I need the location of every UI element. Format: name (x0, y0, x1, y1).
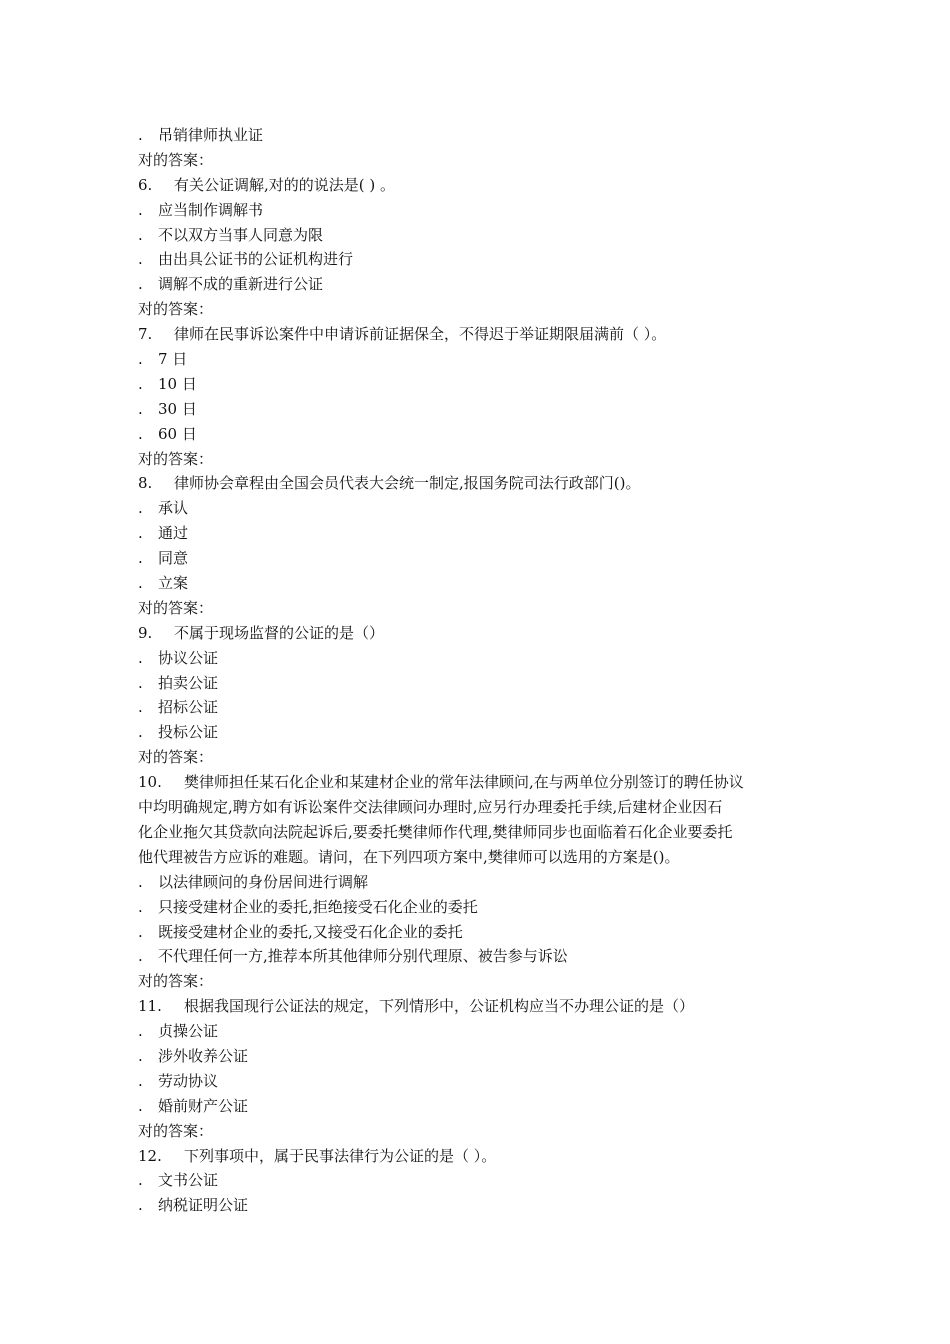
option-bullet: . (138, 499, 143, 518)
option-text: 协议公证 (158, 648, 219, 667)
answer-option (138, 671, 818, 696)
question-stem (138, 994, 818, 1019)
option-text: 招标公证 (158, 698, 219, 717)
question-text: 根据我国现行公证法的规定，下列情形中，公证机构应当不办理公证的是（） (184, 997, 695, 1016)
option-text: 由出具公证书的公证机构进行 (158, 250, 354, 269)
option-text: 调解不成的重新进行公证 (158, 275, 324, 294)
option-bullet: . (138, 399, 143, 418)
option-bullet: . (138, 897, 143, 916)
question-text: 樊律师担任某石化企业和某建材企业的常年法律顾问,在与两单位分别签订的聘任协议 (184, 773, 744, 792)
answer-option (138, 646, 818, 671)
option-bullet: . (138, 1096, 143, 1115)
question-text-continued: 化企业拖欠其贷款向法院起诉后,要委托樊律师作代理,樊律师同步也面临着石化企业要委托 (138, 822, 733, 841)
option-bullet: . (138, 947, 143, 966)
option-bullet: . (138, 524, 143, 543)
question-number: 8. (138, 474, 153, 493)
question-number: 12. (138, 1146, 162, 1165)
option-text: 应当制作调解书 (158, 200, 264, 219)
option-bullet: . (138, 549, 143, 568)
option-bullet: . (138, 250, 143, 269)
question-number: 11. (138, 997, 162, 1016)
option-text: 既接受建材企业的委托,又接受石化企业的委托 (158, 922, 463, 941)
option-text: 纳税证明公证 (158, 1196, 249, 1215)
option-text: 承认 (158, 499, 189, 518)
option-text: 不代理任何一方,推荐本所其他律师分别代理原、被告参与诉讼 (158, 947, 568, 966)
option-bullet: . (138, 126, 143, 144)
option-bullet: . (138, 374, 143, 393)
option-bullet: . (138, 922, 143, 941)
option-bullet: . (138, 1196, 143, 1215)
question-stem (138, 770, 818, 795)
answer-option (138, 720, 818, 745)
correct-answer-label: 对的答案： (138, 150, 214, 169)
option-bullet: . (138, 275, 143, 294)
answer-option (138, 422, 818, 447)
option-bullet: . (138, 872, 143, 891)
option-text: 7 日 (158, 350, 188, 369)
answer-option (138, 496, 818, 521)
option-bullet: . (138, 1171, 143, 1190)
option-text: 以法律顾问的身份居间进行调解 (158, 872, 369, 891)
question-stem (138, 173, 818, 198)
answer-option (138, 272, 818, 297)
option-bullet: . (138, 698, 143, 717)
answer-option (138, 1019, 818, 1044)
correct-answer-label: 对的答案： (138, 748, 214, 767)
question-number: 6. (138, 175, 153, 194)
correct-answer-label: 对的答案： (138, 300, 214, 319)
answer-option (138, 546, 818, 571)
option-bullet: . (138, 574, 143, 593)
option-text: 10 日 (158, 374, 197, 393)
answer-option (138, 347, 818, 372)
answer-option (138, 372, 818, 397)
option-text: 30 日 (158, 399, 197, 418)
answer-option (138, 223, 818, 248)
option-bullet: . (138, 225, 143, 244)
question-stem (138, 1144, 818, 1169)
answer-option (138, 1094, 818, 1119)
answer-option (138, 895, 818, 920)
answer-option (138, 123, 818, 148)
answer-option (138, 695, 818, 720)
question-text: 下列事项中，属于民事法律行为公证的是（ ）。 (184, 1146, 497, 1165)
answer-option (138, 521, 818, 546)
document-page (138, 123, 818, 1218)
question-text: 律师协会章程由全国会员代表大会统一制定,报国务院司法行政部门()。 (174, 474, 641, 493)
option-text: 立案 (158, 574, 189, 593)
question-stem (138, 621, 818, 646)
question-text: 有关公证调解,对的的说法是( ) 。 (174, 175, 396, 194)
question-text: 不属于现场监督的公证的是（） (174, 623, 385, 642)
option-bullet: . (138, 1022, 143, 1041)
question-stem (138, 471, 818, 496)
answer-option (138, 920, 818, 945)
answer-option (138, 397, 818, 422)
option-bullet: . (138, 424, 143, 443)
correct-answer-label: 对的答案： (138, 598, 214, 617)
option-text: 涉外收养公证 (158, 1046, 249, 1065)
answer-option (138, 944, 818, 969)
answer-option (138, 1193, 818, 1218)
option-text: 不以双方当事人同意为限 (158, 225, 324, 244)
question-stem (138, 322, 818, 347)
question-text-continued: 中均明确规定,聘方如有诉讼案件交法律顾问办理时,应另行办理委托手续,后建材企业因石 (138, 798, 723, 817)
answer-option (138, 198, 818, 223)
option-text: 文书公证 (158, 1171, 219, 1190)
option-text: 只接受建材企业的委托,拒绝接受石化企业的委托 (158, 897, 478, 916)
answer-option (138, 1044, 818, 1069)
correct-answer-label: 对的答案： (138, 449, 214, 468)
answer-option (138, 1069, 818, 1094)
option-bullet: . (138, 723, 143, 742)
option-text: 劳动协议 (158, 1071, 219, 1090)
answer-option (138, 870, 818, 895)
option-bullet: . (138, 648, 143, 667)
option-text: 拍卖公证 (158, 673, 219, 692)
option-text: 婚前财产公证 (158, 1096, 249, 1115)
option-text: 60 日 (158, 424, 197, 443)
question-number: 10. (138, 773, 162, 792)
answer-option (138, 1168, 818, 1193)
option-bullet: . (138, 673, 143, 692)
option-text: 通过 (158, 524, 189, 543)
answer-option (138, 571, 818, 596)
option-text: 投标公证 (158, 723, 219, 742)
correct-answer-label: 对的答案： (138, 972, 214, 991)
option-bullet: . (138, 350, 143, 369)
question-text-continued: 他代理被告方应诉的难题。请问，在下列四项方案中,樊律师可以选用的方案是()。 (138, 847, 680, 866)
option-text: 同意 (158, 549, 189, 568)
option-bullet: . (138, 1046, 143, 1065)
option-text: 贞操公证 (158, 1022, 219, 1041)
option-bullet: . (138, 200, 143, 219)
question-text: 律师在民事诉讼案件中申请诉前证据保全，不得迟于举证期限届满前（ ）。 (174, 325, 667, 344)
option-text: 吊销律师执业证 (158, 126, 264, 144)
answer-option (138, 247, 818, 272)
question-number: 9. (138, 623, 153, 642)
option-bullet: . (138, 1071, 143, 1090)
question-number: 7. (138, 325, 153, 344)
correct-answer-label: 对的答案： (138, 1121, 214, 1140)
